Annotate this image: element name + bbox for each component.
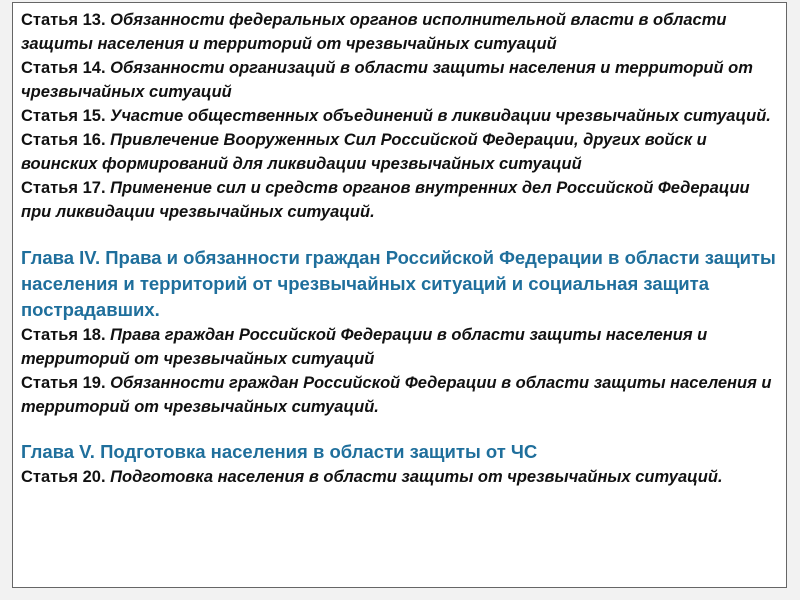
article-title: Права граждан Российской Федерации в области защиты населения и территорий от чрезвычайных ситуаций	[21, 326, 708, 368]
chapter-5-heading: Глава V. Подготовка населения в области защиты от ЧС	[21, 441, 538, 462]
article-number: Статья 13.	[21, 11, 106, 29]
article-17	[21, 176, 783, 224]
article-number: Статья 15.	[21, 107, 106, 125]
spacer	[21, 419, 783, 439]
article-title: Подготовка населения в области защиты от чрезвычайных ситуаций.	[110, 468, 723, 486]
article-20	[21, 465, 783, 489]
article-number: Статья 14.	[21, 59, 106, 77]
article-number: Статья 16.	[21, 131, 106, 149]
article-number: Статья 18.	[21, 326, 106, 344]
article-16	[21, 128, 783, 176]
slide-frame	[12, 2, 787, 588]
article-14	[21, 56, 783, 104]
article-15	[21, 104, 783, 128]
article-number: Статья 17.	[21, 179, 106, 197]
article-title: Применение сил и средств органов внутренних дел Российской Федерации при ликвидации чрезвычайных ситуаций.	[21, 179, 750, 221]
article-18	[21, 323, 783, 371]
article-number: Статья 19.	[21, 374, 106, 392]
article-title: Обязанности организаций в области защиты населения и территорий от чрезвычайных ситуаций	[21, 59, 753, 101]
spacer	[21, 224, 783, 245]
article-title: Привлечение Вооруженных Сил Российской Федерации, других войск и воинских формирований для ликвидации чрезвычайных ситуаций	[21, 131, 707, 173]
article-title: Обязанности федеральных органов исполнительной власти в области защиты населения и территорий от чрезвычайных ситуаций	[21, 11, 727, 53]
article-19	[21, 371, 783, 419]
article-13	[21, 8, 783, 56]
article-number: Статья 20.	[21, 468, 106, 486]
chapter-4-heading: Глава IV. Права и обязанности граждан Российской Федерации в области защиты населения и территорий от чрезвычайных ситуаций и социальная защита пострадавших.	[21, 247, 776, 320]
article-title: Участие общественных объединений в ликвидации чрезвычайных ситуаций.	[110, 107, 771, 125]
slide-content	[21, 8, 783, 489]
article-title: Обязанности граждан Российской Федерации в области защиты населения и территорий от чрезвычайных ситуаций.	[21, 374, 772, 416]
